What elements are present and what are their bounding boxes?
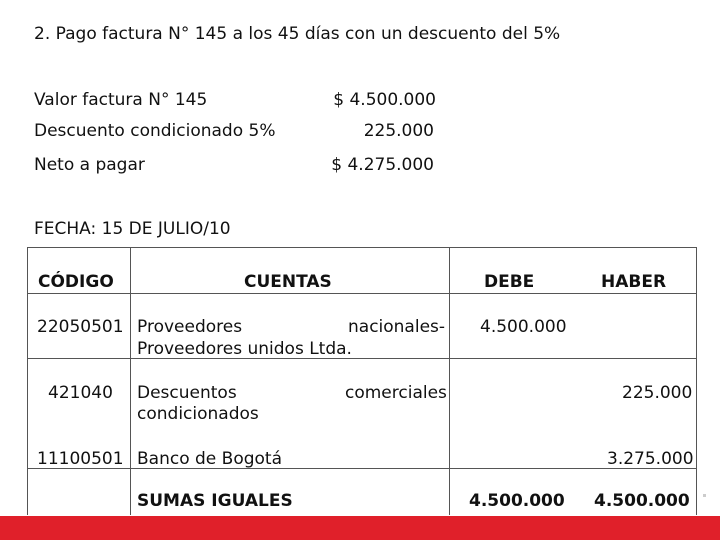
slide-title: 2. Pago factura N° 145 a los 45 días con un descuento del 5%: [34, 24, 561, 44]
row-account: Proveedores unidos Ltda.: [137, 339, 352, 359]
date-line: FECHA: 15 DE JULIO/10: [34, 219, 231, 239]
table-border-left: [27, 247, 28, 515]
header-credit: HABER: [601, 272, 667, 292]
row-debit: 4.500.000: [480, 317, 567, 337]
totals-label: SUMAS IGUALES: [137, 491, 293, 511]
totals-credit: 4.500.000: [594, 491, 690, 511]
table-border-top: [27, 247, 697, 248]
totals-debit: 4.500.000: [469, 491, 565, 511]
table-border-right: [696, 247, 697, 515]
row-account: Descuentos: [137, 383, 237, 403]
row-divider: [27, 358, 697, 359]
edge-mark: [703, 494, 706, 497]
col-divider: [130, 247, 131, 515]
summary-label: Neto a pagar: [34, 155, 145, 175]
summary-value: 225.000: [363, 121, 434, 141]
summary-value: $ 4.500.000: [333, 90, 436, 110]
row-account: Banco de Bogotá: [137, 449, 282, 469]
col-divider: [449, 247, 450, 515]
row-credit: 225.000: [622, 383, 693, 403]
row-account: nacionales-: [348, 317, 446, 337]
row-credit: 3.275.000: [607, 449, 694, 469]
footer-bar: [0, 516, 720, 540]
summary-label: Descuento condicionado 5%: [34, 121, 276, 141]
summary-value: $ 4.275.000: [331, 155, 434, 175]
row-divider: [27, 468, 697, 469]
header-code: CÓDIGO: [38, 272, 114, 292]
summary-label: Valor factura N° 145: [34, 90, 208, 110]
header-debit: DEBE: [484, 272, 535, 292]
row-code: 22050501: [37, 317, 124, 337]
row-account: comerciales: [345, 383, 447, 403]
row-account: condicionados: [137, 404, 259, 424]
row-account: Proveedores: [137, 317, 243, 337]
table-header-divider: [27, 293, 697, 294]
header-accounts: CUENTAS: [244, 272, 332, 292]
row-code: 421040: [48, 383, 113, 403]
row-code: 11100501: [37, 449, 124, 469]
